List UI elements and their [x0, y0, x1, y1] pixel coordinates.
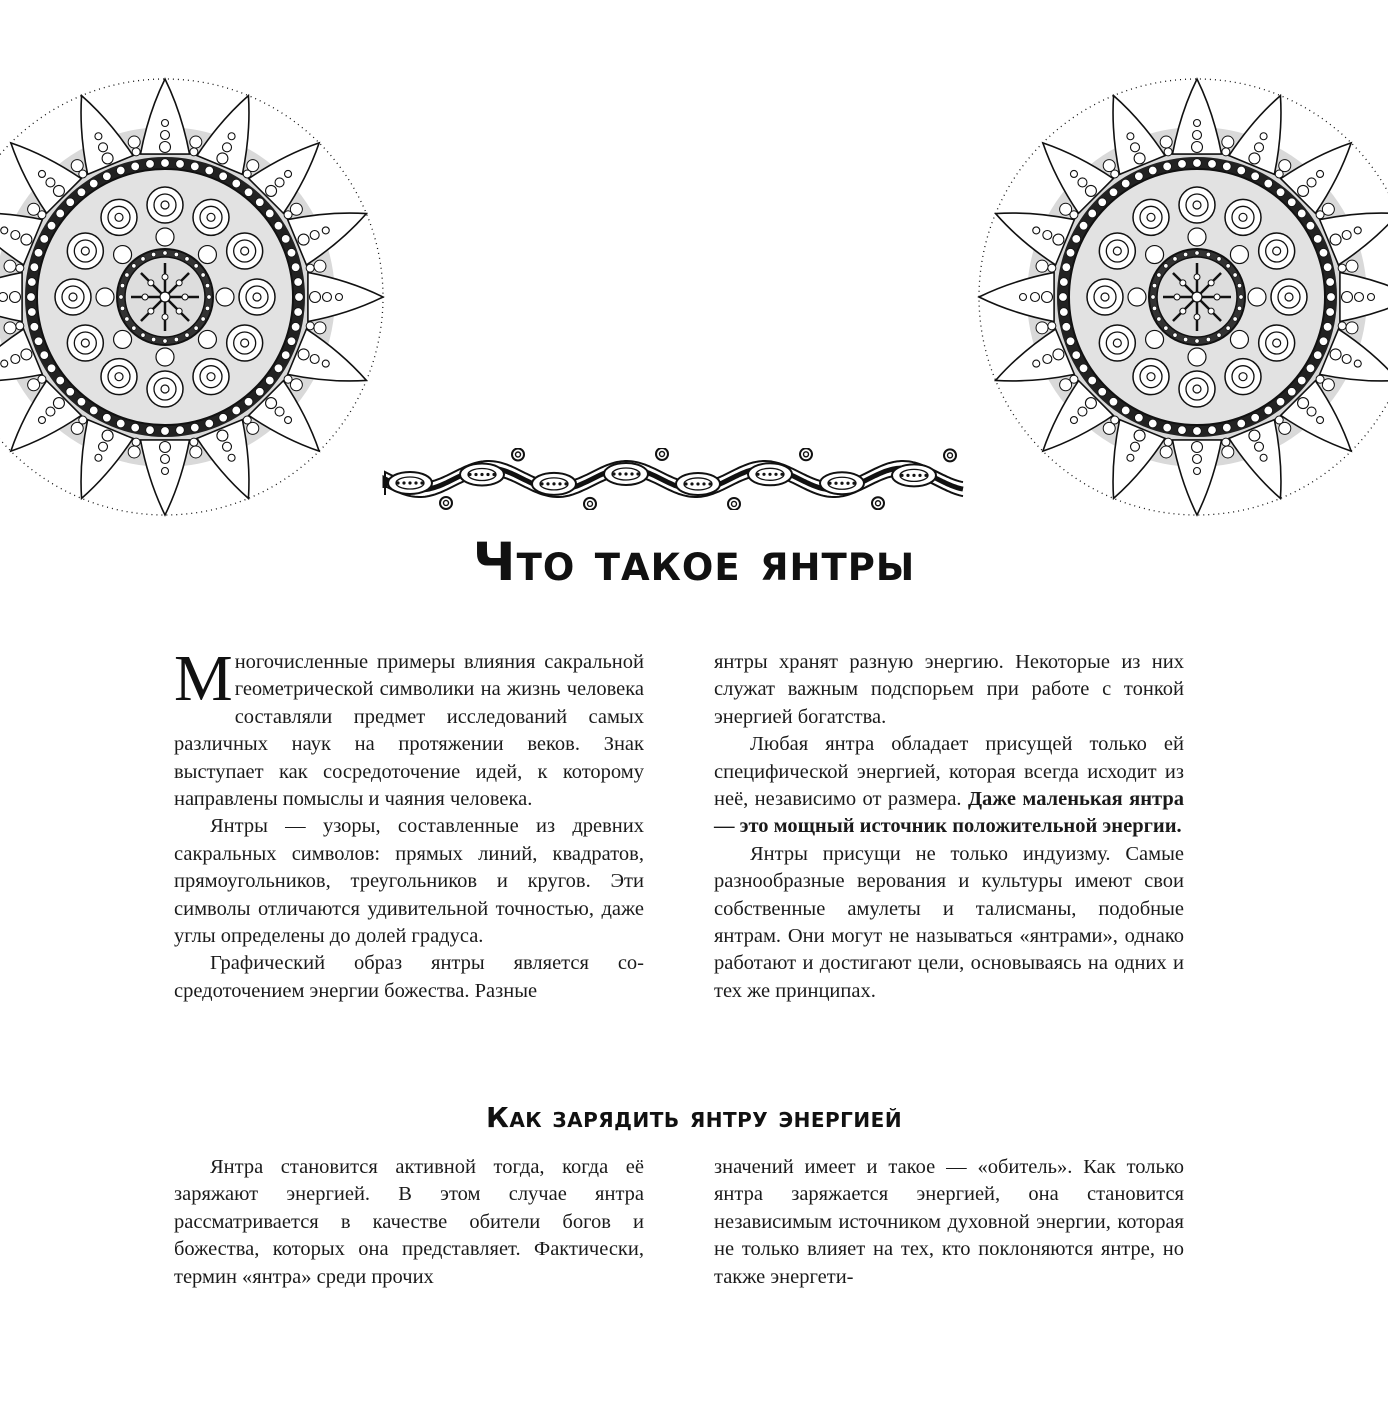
paisley-border-icon — [380, 448, 970, 510]
section2-column-right — [714, 1154, 1184, 1291]
paragraph: значений имеет и такое — «обитель». Как только янтра заряжается энергией, она становится независимым источником духовной энергии, которая не только влияет на тех, кто поклоняются янтре, но также энергети- — [714, 1156, 1184, 1288]
drop-cap: М — [174, 642, 233, 715]
paragraph: янтры хранят разную энергию. Некоторые из них служат важным подспорьем при работе с тонкой энергией богатства. — [714, 651, 1184, 728]
paragraph: Янтры — узоры, составленные из древних сакральных символов: прямых линий, квадратов, прямоугольников, треугольников и кругов. Эти символы отличаются удивительной точностью, даже углы определены до долей градуса. — [174, 815, 644, 948]
section2-column-left — [174, 1154, 644, 1291]
paragraph: Янтра становится активной тогда, когда её заряжают энергией. В этом случае янтра рассматривается в качестве обители богов и божества, которых она представляет. Фактически, термин «янтра» среди прочих — [174, 1156, 644, 1288]
paragraph: Графический образ янтры является сосредоточением энергии божества. Разные — [174, 952, 644, 1002]
section1-column-left — [174, 642, 644, 1005]
emphasis-text: Даже маленькая янтра — это мощный источник положительной энергии. — [714, 788, 1184, 838]
section-heading: Как зарядить янтру энергией — [485, 1101, 903, 1134]
section1-column-right — [714, 649, 1184, 1005]
paragraph: Янтры присущи не только индуизму. Самые разнообразные верования и культуры имеют свои собственные амулеты и талисманы, подобные янтрам. Они могут не называться «янтрами», однако работают и достигают цели, основываясь на одних и тех же принципах. — [714, 842, 1184, 1002]
paragraph: Любая янтра обладает присущей только ей специфической энергией, которая всегда исходит из неё, независимо от размера. Даже маленькая янтра — это мощный источник положительной энергии. — [714, 733, 1184, 838]
paragraph: Многочисленные примеры влияния сакральной геометрической символики на жизнь человека составляли предмет исследований самых различных наук на протяжении веков. Знак выступает как сосредоточение идей, к которому направлены помыслы и чаяния человека. — [174, 642, 644, 811]
mandala-right-icon — [972, 72, 1388, 522]
page-title: Что такое янтры — [472, 532, 916, 593]
mandala-left-icon — [0, 72, 390, 522]
